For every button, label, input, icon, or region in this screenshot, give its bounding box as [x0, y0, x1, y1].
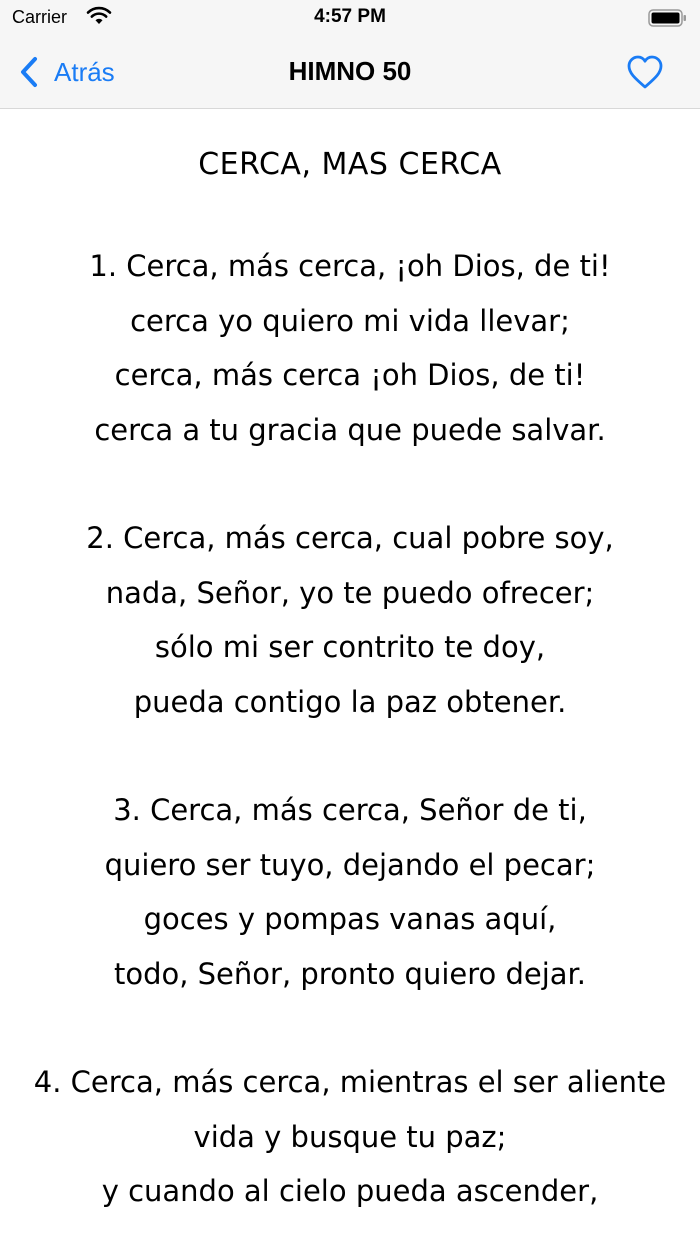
stanza — [0, 239, 700, 457]
lyric-line: nada, Señor, yo te puedo ofrecer; — [105, 575, 595, 610]
status-time: 4:57 PM — [314, 6, 386, 27]
status-bar — [0, 0, 700, 36]
battery-icon — [648, 8, 688, 28]
lyric-line: vida y busque tu paz; — [193, 1119, 507, 1154]
lyric-line: cerca, más cerca ¡oh Dios, de ti! — [114, 358, 586, 392]
lyric-line: cerca a tu gracia que puede salvar. — [94, 412, 606, 447]
lyric-line: y cuando al cielo pueda ascender, — [101, 1174, 599, 1208]
lyric-line: goces y pompas vanas aquí, — [143, 902, 557, 936]
back-label: Atrás — [54, 56, 115, 87]
lyric-line: sólo mi ser contrito te doy, — [154, 630, 546, 664]
lyric-line: quiero ser tuyo, dejando el pecar; — [104, 847, 596, 882]
hymn-title: CERCA, MAS CERCA — [198, 147, 502, 182]
lyric-line: pueda contigo la paz obtener. — [133, 684, 567, 719]
favorite-button[interactable] — [626, 54, 664, 90]
chevron-left-icon — [18, 55, 40, 89]
lyric-line: 3. Cerca, más cerca, Señor de ti, — [113, 793, 587, 827]
lyric-line: 4. Cerca, más cerca, mientras el ser aliente — [33, 1065, 667, 1099]
stanza — [0, 783, 700, 1001]
navigation-bar — [0, 36, 700, 109]
carrier-label: Carrier — [12, 7, 68, 27]
lyric-line: 1. Cerca, más cerca, ¡oh Dios, de ti! — [89, 249, 611, 283]
lyric-line: todo, Señor, pronto quiero dejar. — [113, 956, 587, 991]
hymn-content[interactable] — [0, 109, 700, 1244]
stanza — [0, 511, 700, 729]
back-button[interactable] — [18, 54, 115, 90]
lyric-line: cerca yo quiero mi vida llevar; — [130, 303, 570, 338]
page-title: HIMNO 50 — [288, 56, 412, 86]
lyric-line: 2. Cerca, más cerca, cual pobre soy, — [86, 521, 614, 555]
stanza — [0, 1055, 700, 1219]
heart-outline-icon — [626, 54, 664, 90]
